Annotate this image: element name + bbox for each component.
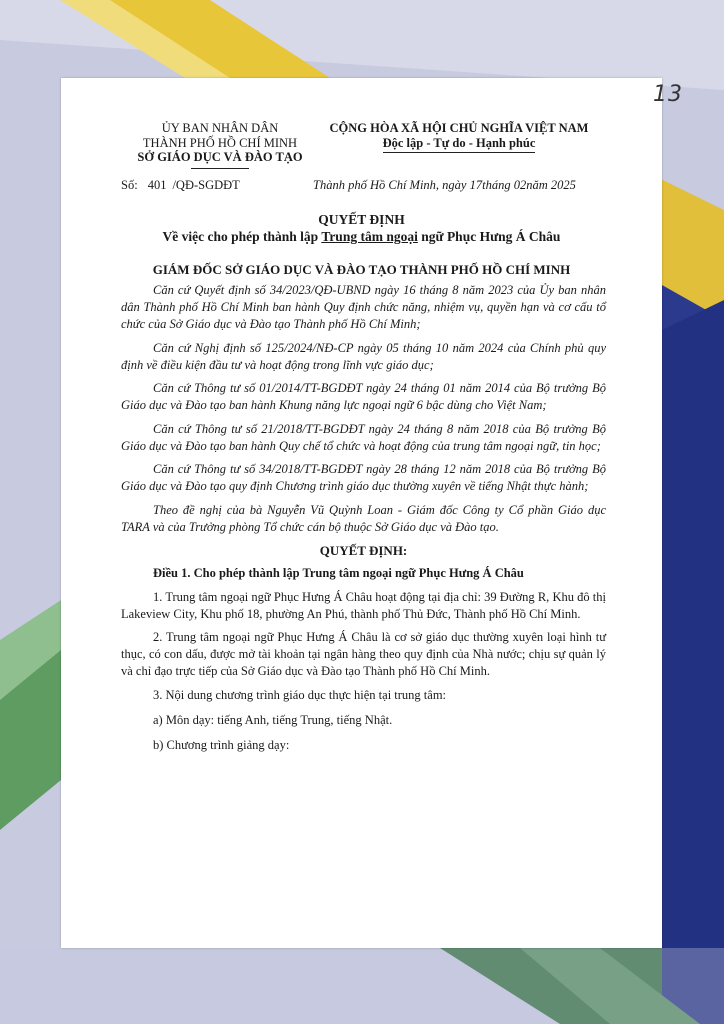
title-subject: Về việc cho phép thành lập Trung tâm ngoại ngữ Phục Hưng Á Châu [162, 229, 561, 244]
director-title: GIÁM ĐỐC SỞ GIÁO DỤC VÀ ĐÀO TẠO THÀNH PHỐ HỒ CHÍ MINH [152, 262, 571, 277]
legal-basis-2: Căn cứ Nghị định số 125/2024/NĐ-CP ngày 05 tháng 10 năm 2024 của Chính phủ quy định về điều kiện đầu tư và hoạt động trong lĩnh vực giáo dục; [121, 340, 606, 372]
republic-name: CỘNG HÒA XÃ HỘI CHỦ NGHĨA VIỆT NAM [329, 121, 589, 135]
national-motto-header [309, 121, 609, 153]
document-title [61, 211, 662, 245]
authority-line-2: THÀNH PHỐ HỒ CHÍ MINH [142, 135, 298, 150]
document-page [61, 78, 683, 948]
number-label: Số: [121, 178, 138, 192]
issue-date: Thành phố Hồ Chí Minh, ngày 17tháng 02năm 2025 [313, 178, 576, 192]
authority-line-1: ỦY BAN NHÂN DÂN [161, 121, 279, 135]
document-number [121, 178, 240, 193]
decision-heading: QUYẾT ĐỊNH: [319, 543, 408, 558]
article-1-item-3b: b) Chương trình giảng dạy: [153, 737, 290, 752]
article-1-item-1: 1. Trung tâm ngoại ngữ Phục Hưng Á Châu hoạt động tại địa chỉ: 39 Đường R, Khu đô thị Lakeview City, Khu phố 18, phường An Phú, thành phố Thủ Đức, Thành phố Hồ Chí Minh. [121, 589, 606, 621]
motto: Độc lập - Tự do - Hạnh phúc [383, 136, 536, 153]
article-1-item-2: 2. Trung tâm ngoại ngữ Phục Hưng Á Châu là cơ sở giáo dục thường xuyên loại hình tư thục, có con dấu, được mở tài khoản tại ngân hàng theo quy định của Nhà nước; chịu sự quản lý và chỉ đạo trực tiếp của Sở Giáo dục và Đào tạo Thành phố Hồ Chí Minh. [121, 630, 606, 678]
article-1-item-3: 3. Nội dung chương trình giáo dục thực hiện tại trung tâm: [153, 687, 447, 702]
authority-line-3: SỞ GIÁO DỤC VÀ ĐÀO TẠO [137, 150, 303, 164]
legal-basis-3: Căn cứ Thông tư số 01/2014/TT-BGDĐT ngày 24 tháng 01 năm 2014 của Bộ trưởng Bộ Giáo dục và Đào tạo ban hành Khung năng lực ngoại ngữ 6 bậc dùng cho Việt Nam; [121, 381, 606, 412]
title-main: QUYẾT ĐỊNH [318, 212, 405, 227]
number-value: 401 [147, 178, 167, 192]
legal-basis-5: Căn cứ Thông tư số 34/2018/TT-BGDĐT ngày 28 tháng 12 năm 2018 của Bộ trưởng Bộ Giáo dục và Đào tạo quy định Chương trình giáo dục thường xuyên về tiếng Nhật thực hành; [121, 462, 606, 493]
legal-basis-6: Theo đề nghị của bà Nguyễn Vũ Quỳnh Loan - Giám đốc Công ty Cổ phần Giáo dục TARA và của Trưởng phòng Tổ chức cán bộ thuộc Sở Giáo dục và Đào tạo. [121, 502, 606, 534]
article-1-item-3a: a) Môn dạy: tiếng Anh, tiếng Trung, tiếng Nhật. [153, 712, 393, 727]
article-1-title: Điều 1. Cho phép thành lập Trung tâm ngoại ngữ Phục Hưng Á Châu [153, 566, 524, 580]
number-suffix: /QĐ-SGDĐT [172, 178, 240, 192]
issuing-authority-header [125, 121, 315, 169]
document-body [121, 282, 606, 760]
handwritten-page-mark: 13 [653, 82, 683, 107]
legal-basis-4: Căn cứ Thông tư số 21/2018/TT-BGDĐT ngày 24 tháng 8 năm 2018 của Bộ trưởng Bộ Giáo dục và Đào tạo ban hành Quy chế tổ chức và hoạt động của trung tâm ngoại ngữ, tin học; [121, 421, 606, 453]
authority-underline [191, 168, 249, 169]
legal-basis-1: Căn cứ Quyết định số 34/2023/QĐ-UBND ngày 16 tháng 8 năm 2023 của Ủy ban nhân dân Thành phố Hồ Chí Minh ban hành Quy định chức năng, nhiệm vụ, quyền hạn và cơ cấu tổ chức của Sở Giáo dục và Đào tạo Thành phố Hồ Chí Minh; [121, 283, 606, 331]
